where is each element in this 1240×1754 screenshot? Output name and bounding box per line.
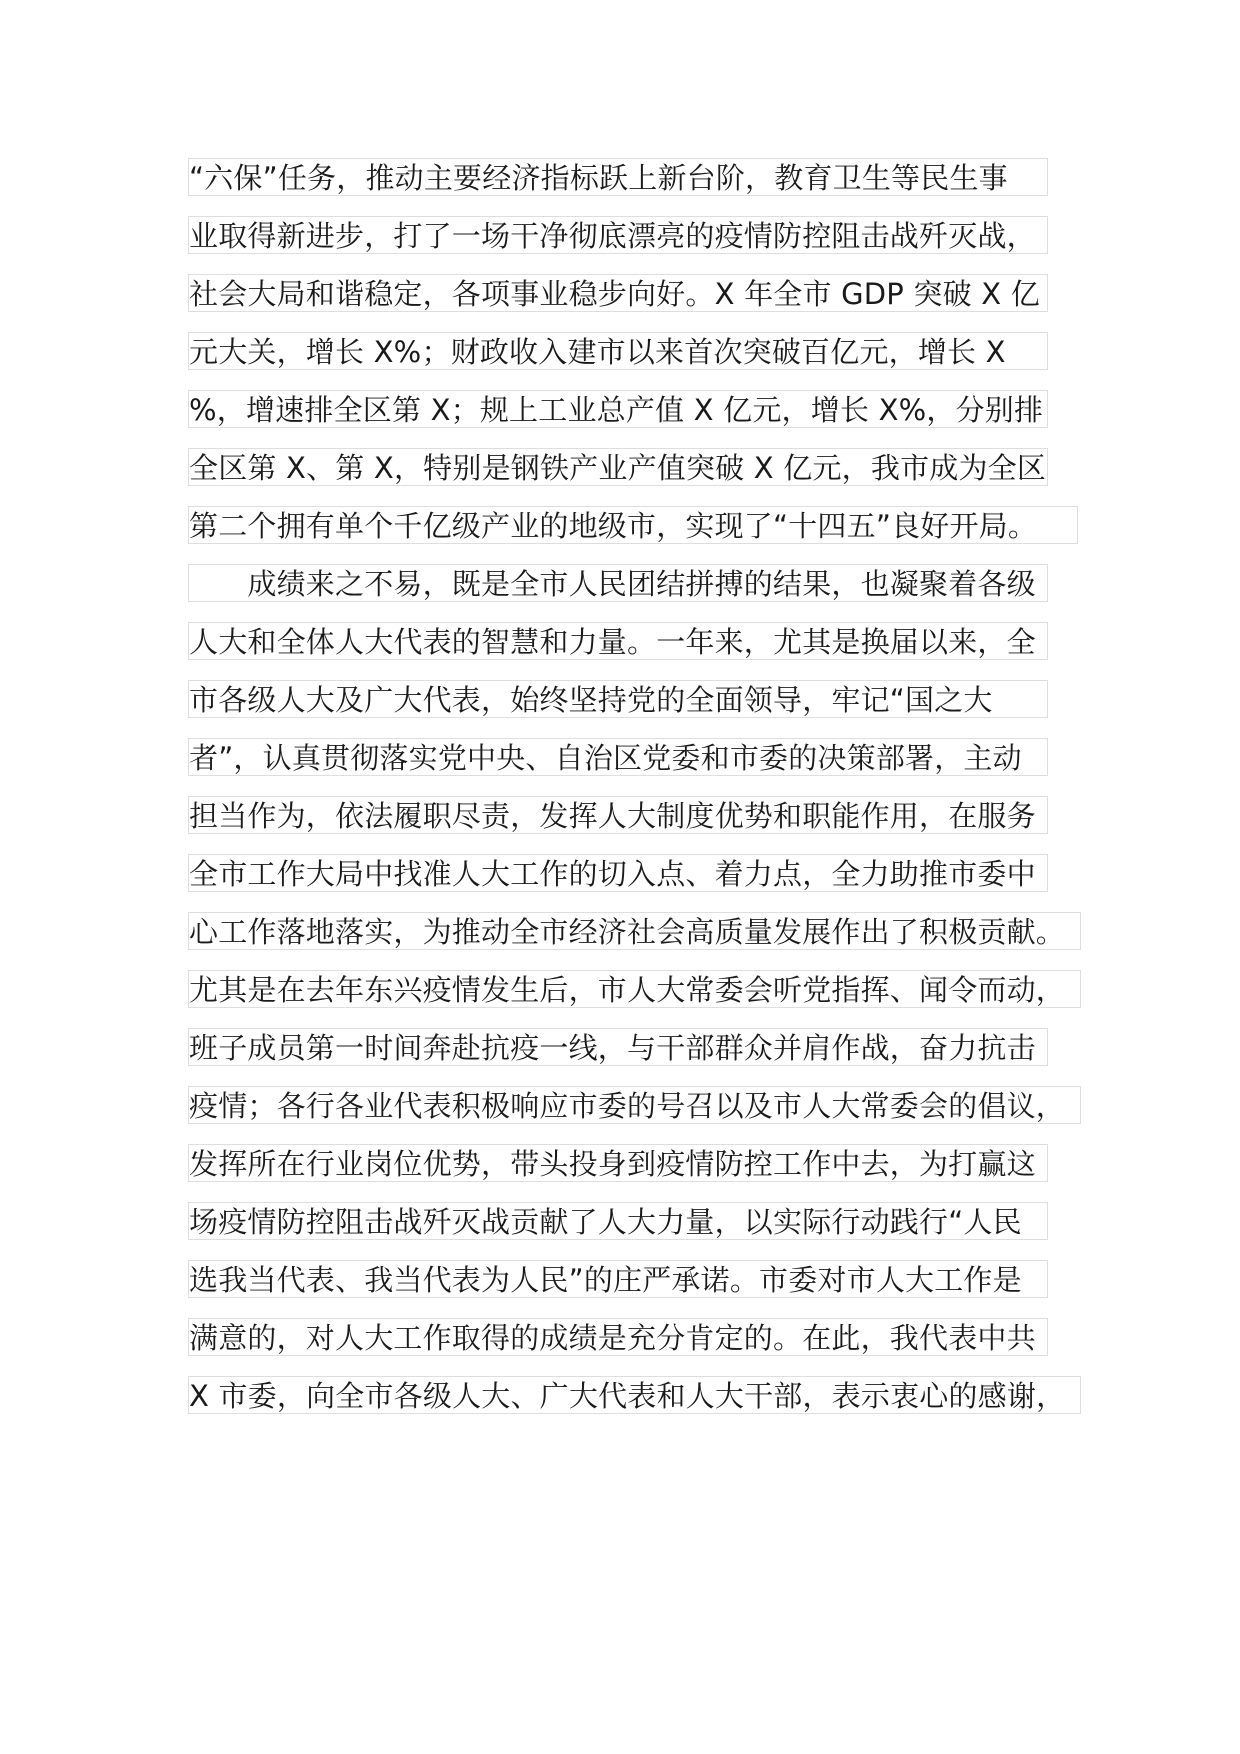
text-line-17 (188, 1086, 1081, 1124)
text-line-8 (188, 564, 1048, 602)
text-line-5 (188, 390, 1048, 428)
text-line-11 (188, 738, 1048, 776)
line-text: 发挥所在行业岗位优势，带头投身到疫情防控工作中去，为打赢这 (189, 1147, 1036, 1181)
line-text: 业取得新进步，打了一场干净彻底漂亮的疫情防控阻击战歼灭战， (189, 219, 1036, 253)
text-line-16 (188, 1028, 1048, 1066)
line-text: 场疫情防控阻击战歼灭战贡献了人大力量，以实际行动践行“人民 (189, 1205, 1022, 1239)
line-text: X 市委，向全市各级人大、广大代表和人大干部，表示衷心的感谢， (189, 1379, 1066, 1413)
line-text: 班子成员第一时间奔赴抗疫一线，与干部群众并肩作战，奋力抗击 (189, 1031, 1036, 1065)
line-text: 选我当代表、我当代表为人民”的庄严承诺。市委对市人大工作是 (189, 1263, 1022, 1297)
line-text: 担当作为，依法履职尽责，发挥人大制度优势和职能作用，在服务 (189, 799, 1036, 833)
line-text: 成绩来之不易，既是全市人民团结拼搏的结果，也凝聚着各级 (189, 567, 1036, 601)
line-text: 心工作落地落实，为推动全市经济社会高质量发展作出了积极贡献。 (189, 915, 1066, 949)
text-line-7 (188, 506, 1078, 544)
text-line-3 (188, 274, 1048, 312)
line-text: 全区第 X、第 X，特别是钢铁产业产值突破 X 亿元，我市成为全区 (189, 451, 1047, 485)
text-line-2 (188, 216, 1048, 254)
line-text: 疫情；各行各业代表积极响应市委的号召以及市人大常委会的倡议， (189, 1089, 1066, 1123)
line-text: 满意的，对人大工作取得的成绩是充分肯定的。在此，我代表中共 (189, 1321, 1036, 1355)
text-line-19 (188, 1202, 1048, 1240)
text-line-15 (188, 970, 1081, 1008)
line-text: 市各级人大及广大代表，始终坚持党的全面领导，牢记“国之大 (189, 683, 993, 717)
text-line-22 (188, 1376, 1081, 1414)
line-text: “六保”任务，推动主要经济指标跃上新台阶，教育卫生等民生事 (189, 161, 1008, 195)
text-line-10 (188, 680, 1048, 718)
text-line-14 (188, 912, 1081, 950)
line-text: 社会大局和谐稳定，各项事业稳步向好。X 年全市 GDP 突破 X 亿 (189, 277, 1040, 311)
text-line-1 (188, 158, 1048, 196)
text-line-20 (188, 1260, 1048, 1298)
text-line-12 (188, 796, 1048, 834)
line-text: 人大和全体人大代表的智慧和力量。一年来，尤其是换届以来，全 (189, 625, 1036, 659)
text-line-21 (188, 1318, 1048, 1356)
line-text: 全市工作大局中找准人大工作的切入点、着力点，全力助推市委中 (189, 857, 1036, 891)
text-line-13 (188, 854, 1048, 892)
line-text: 第二个拥有单个千亿级产业的地级市，实现了“十四五”良好开局。 (189, 509, 1038, 543)
line-text: 尤其是在去年东兴疫情发生后，市人大常委会听党指挥、闻令而动， (189, 973, 1066, 1007)
text-line-4 (188, 332, 1048, 370)
text-line-6 (188, 448, 1048, 486)
text-line-18 (188, 1144, 1048, 1182)
text-line-9 (188, 622, 1048, 660)
line-text: 元大关，增长 X%；财政收入建市以来首次突破百亿元，增长 X (189, 335, 1006, 369)
line-text: 者”，认真贯彻落实党中央、自治区党委和市委的决策部署，主动 (189, 741, 1022, 775)
line-text: %，增速排全区第 X；规上工业总产值 X 亿元，增长 X%，分别排 (189, 393, 1044, 427)
